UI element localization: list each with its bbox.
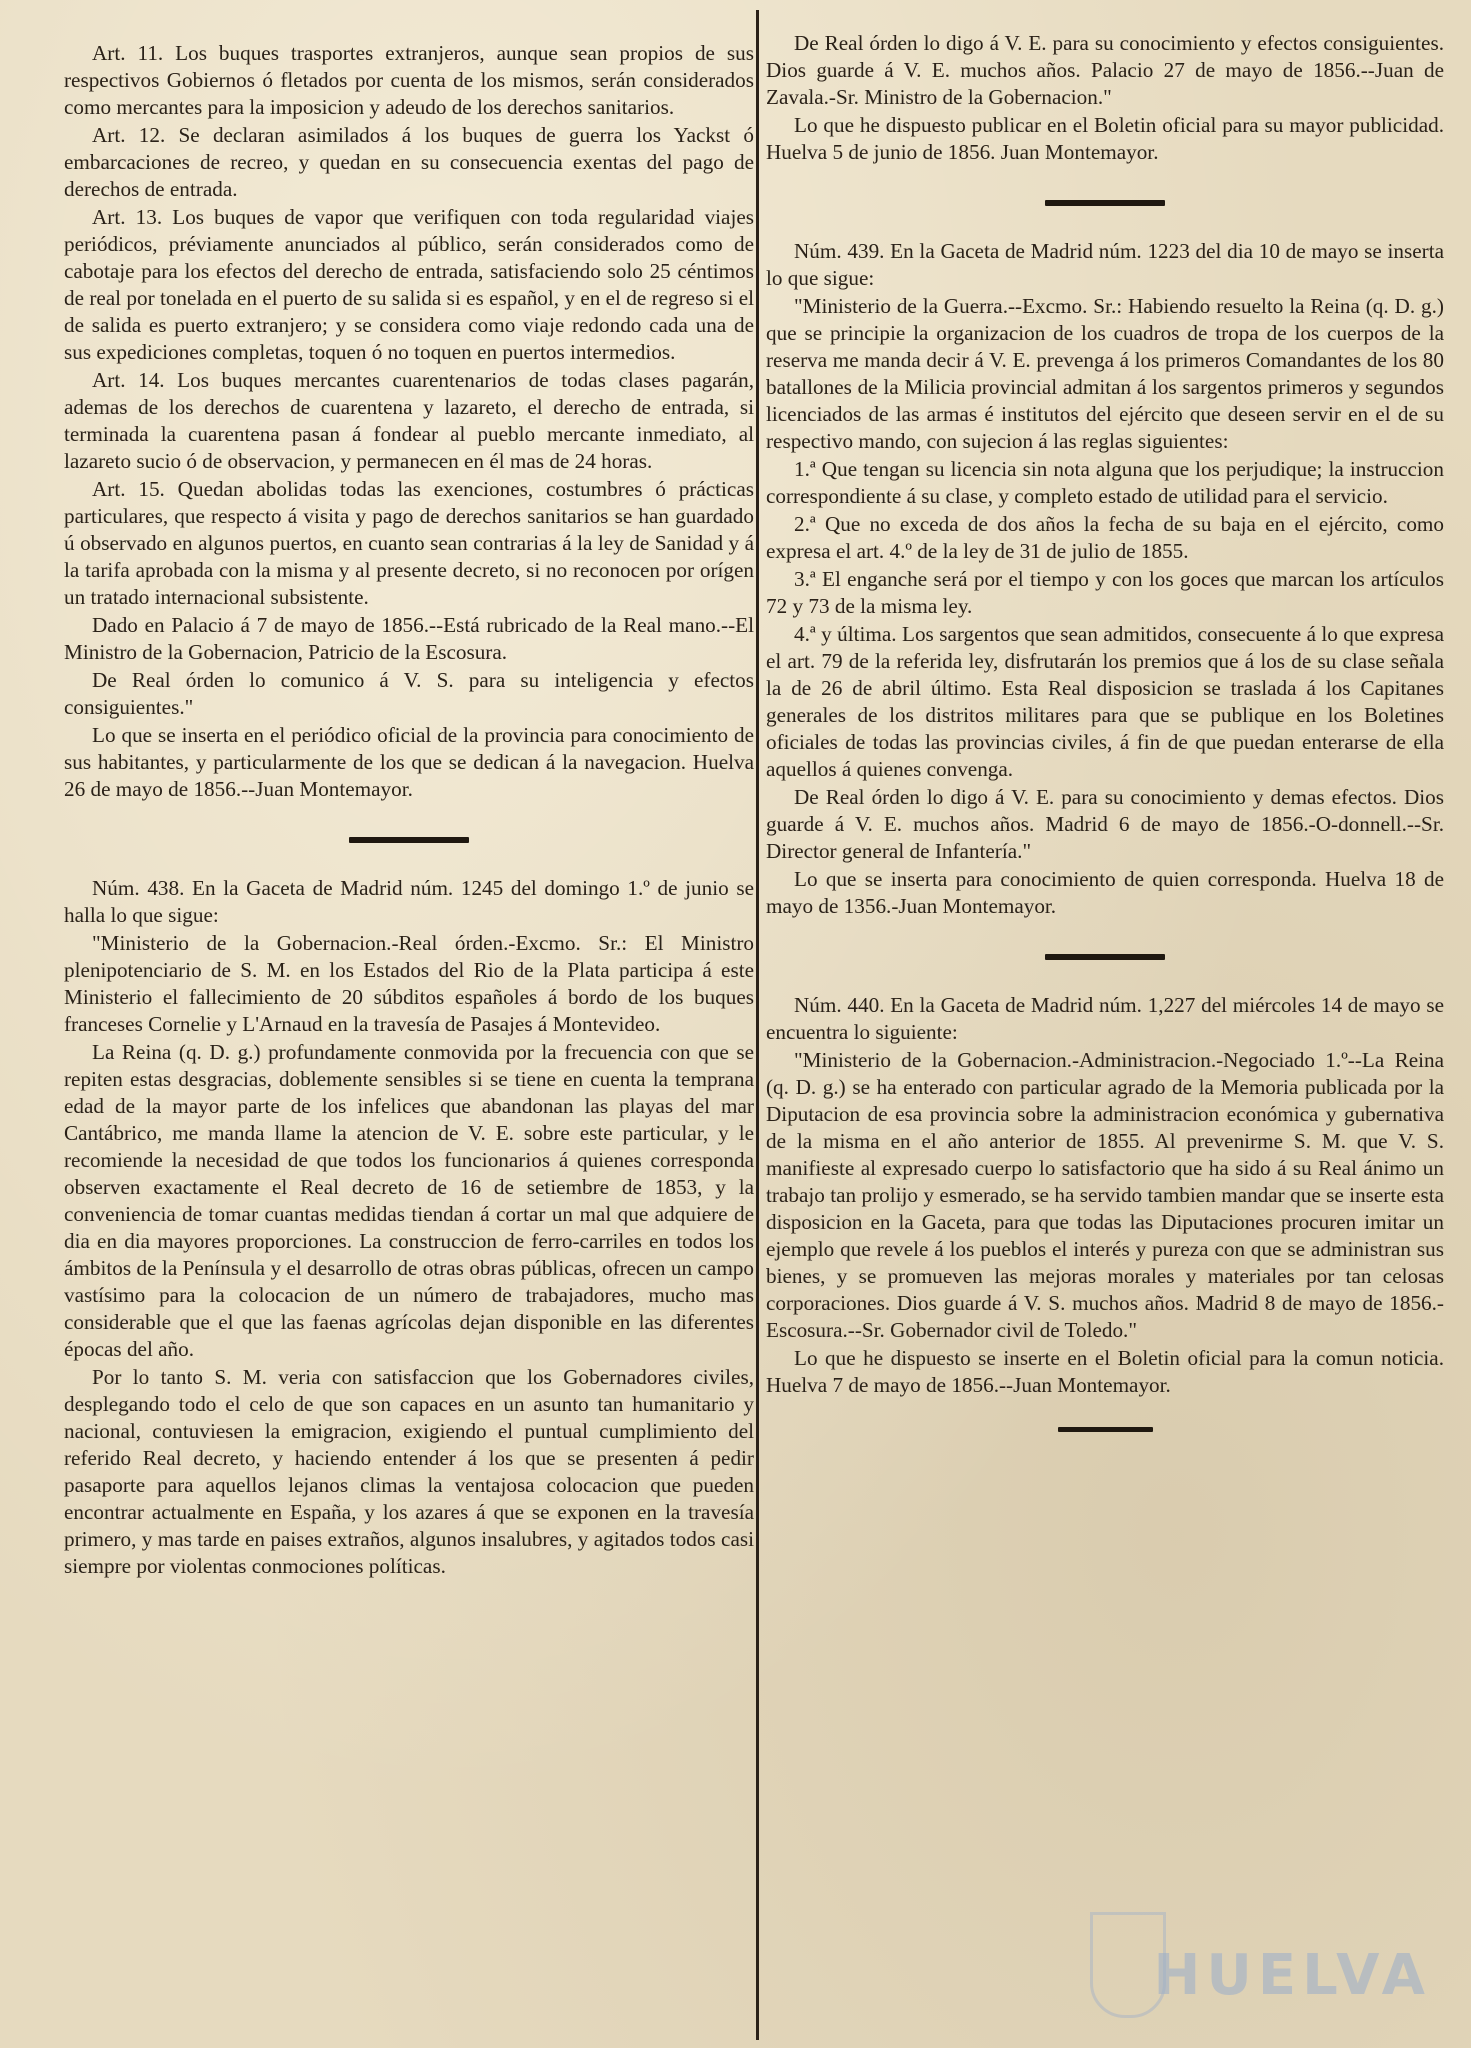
heading-num-440: Núm. 440. En la Gaceta de Madrid núm. 1,227 del miércoles 14 de mayo se encuentra lo siguiente: bbox=[766, 993, 1444, 1044]
paragraph-art-12: Art. 12. Se declaran asimilados á los buques de guerra los Yackst ó embarcaciones de recreo, y quedan en su consecuencia exentas del pago de derechos de entrada. bbox=[64, 123, 754, 201]
paragraph-lo-que-se-inserta: Lo que se inserta en el periódico oficial de la provincia para conocimiento de sus habitantes, y particularmente de los que se dedican á la navegacion. Huelva 26 de mayo de 1856.--Juan Montemayor. bbox=[64, 723, 754, 801]
paragraph-administracion: "Ministerio de la Gobernacion.-Administracion.-Negociado 1.º--La Reina (q. D. g.) se ha enterado con particular agrado de la Memoria publicada por la Diputacion de esa provincia sobre la administracion económica y gubernativa de la misma en el año anterior de 1855. Al prevenirme S. M. que V. S. manifieste al expresado cuerpo lo satisfactorio que ha sido á su Real ánimo un trabajo tan prolijo y esmerado, se ha servido tambien mandar que se inserte esta disposicion en la Gaceta, para que todas las Diputaciones procuren imitar un ejemplo que revele á los pueblos el interés y pureza con que se administran sus bienes, y se promueven las mejoras morales y materiales por tan celosas corporaciones. Dios guarde á V. S. muchos años. Madrid 8 de mayo de 1856.-Escosura.--Sr. Gobernador civil de Toledo." bbox=[766, 1048, 1444, 1342]
paragraph-art-11: Art. 11. Los buques trasportes extranjeros, aunque sean propios de sus respectivos Gobiernos ó fletados por cuenta de los mismos, serán considerados como mercantes para la imposicion y adeudo de los derechos sanitarios. bbox=[64, 41, 754, 119]
paragraph-regla-3: 3.ª El enganche será por el tiempo y con los goces que marcan los artículos 72 y 73 de la misma ley. bbox=[766, 567, 1444, 618]
paragraph-ministerio-gobernacion: "Ministerio de la Gobernacion.-Real órden.-Excmo. Sr.: El Ministro plenipotenciario de S. M. en los Estados del Rio de la Plata participa á este Ministerio el fallecimiento de 20 súbditos españoles á bordo de los buques franceses Cornelie y L'Arnaud en la travesía de Pasajes á Montevideo. bbox=[64, 931, 754, 1036]
end-divider bbox=[1058, 1427, 1153, 1432]
section-divider bbox=[1045, 954, 1165, 960]
library-stamp: HUELVA bbox=[1153, 1943, 1431, 2008]
left-column bbox=[64, 40, 754, 1581]
paragraph-lo-que-he-dispuesto: Lo que he dispuesto publicar en el Boletin oficial para su mayor publicidad. Huelva 5 de junio de 1856. Juan Montemayor. bbox=[766, 113, 1444, 164]
paragraph-art-14: Art. 14. Los buques mercantes cuarentenarios de todas clases pagarán, ademas de los derechos de cuarentena y lazareto, el derecho de entrada, si terminada la cuarentena pasan á fondear al pueblo mercante inmediato, al lazareto sucio ó de observacion, y permanecen en él mas de 24 horas. bbox=[64, 368, 754, 473]
right-column bbox=[766, 30, 1444, 1442]
paragraph-regla-2: 2.ª Que no exceda de dos años la fecha de su baja en el ejército, como expresa el art. 4.º de la ley de 31 de julio de 1855. bbox=[766, 512, 1444, 563]
column-divider bbox=[756, 10, 759, 2040]
paragraph-la-reina: La Reina (q. D. g.) profundamente conmovida por la frecuencia con que se repiten estas desgracias, doblemente sensibles si se tiene en cuenta la temprana edad de la mayor parte de los infelices que abandonan las playas del mar Cantábrico, me manda llame la atencion de V. E. sobre este particular, y le recomiende la necesidad de que todos los funcionarios á quienes corresponda observen exactamente el Real decreto de 16 de setiembre de 1853, y la conveniencia de tomar cuantas medidas tiendan á cortar un mal que adquiere de dia en dia mayores proporciones. La construccion de ferro-carriles en todos los ámbitos de la Península y el desarrollo de otras obras públicas, ofrecen un campo vastísimo para la colocacion de un número de trabajadores, mucho mas considerable que el que las faenas agrícolas dejan disponible en las diferentes épocas del año. bbox=[64, 1040, 754, 1361]
paragraph-dado-en-palacio: Dado en Palacio á 7 de mayo de 1856.--Está rubricado de la Real mano.--El Ministro de la Gobernacion, Patricio de la Escosura. bbox=[64, 613, 754, 664]
paragraph-ministerio-guerra: "Ministerio de la Guerra.--Excmo. Sr.: Habiendo resuelto la Reina (q. D. g.) que se principie la organizacion de los cuadros de tropa de los cuerpos de la reserva me manda decir á V. E. prevenga á los primeros Comandantes de los 80 batallones de la Milicia provincial admitan á los sargentos primeros y segundos licenciados de las armas é institutos del ejército que deseen servir en el de su respectivo mando, con sujecion á las reglas siguientes: bbox=[766, 294, 1444, 453]
paragraph-lo-que-se-inserta-2: Lo que se inserta para conocimiento de quien corresponda. Huelva 18 de mayo de 1356.-Juan Montemayor. bbox=[766, 867, 1444, 918]
section-divider bbox=[349, 837, 469, 843]
paragraph-de-real-orden: De Real órden lo comunico á V. S. para su inteligencia y efectos consiguientes." bbox=[64, 668, 754, 719]
heading-num-439: Núm. 439. En la Gaceta de Madrid núm. 1223 del dia 10 de mayo se inserta lo que sigue: bbox=[766, 239, 1444, 290]
paragraph-lo-que-he-dispuesto-2: Lo que he dispuesto se inserte en el Boletin oficial para la comun noticia. Huelva 7 de mayo de 1856.--Juan Montemayor. bbox=[766, 1346, 1444, 1397]
section-divider bbox=[1045, 200, 1165, 206]
paragraph-por-lo-tanto: Por lo tanto S. M. veria con satisfaccion que los Gobernadores civiles, desplegando todo el celo de que son capaces en un asunto tan humanitario y nacional, contuviesen la emigracion, exigiendo el puntual cumplimiento del referido Real decreto, y haciendo entender á los que se presenten á pedir pasaporte para aquellos lejanos climas la ventajosa colocacion que pueden encontrar actualmente en España, y los azares á que se exponen en la travesía primero, y mas tarde en paises extraños, algunos insalubres, y agitados todos casi siempre por violentas conmociones políticas. bbox=[64, 1365, 754, 1578]
paragraph-art-13: Art. 13. Los buques de vapor que verifiquen con toda regularidad viajes periódicos, préviamente anunciados al público, serán considerados como de cabotaje para los efectos del derecho de entrada, satisfaciendo solo 25 céntimos de real por tonelada en el puerto de su salida si es español, y en el de regreso si el de salida es puerto extranjero; y se considera como viaje redondo cada una de sus expediciones completas, toquen ó no toquen en puertos intermedios. bbox=[64, 205, 754, 364]
paragraph-regla-4: 4.ª y última. Los sargentos que sean admitidos, consecuente á lo que expresa el art. 79 de la referida ley, disfrutarán los premios que á los de su clase señala la de 26 de abril último. Esta Real disposicion se traslada á los Capitanes generales de los distritos militares para que se publique en los Boletines oficiales de todas las provincias civiles, á fin de que puedan enterarse de ella aquellos á quienes convenga. bbox=[766, 622, 1444, 781]
paragraph-art-15: Art. 15. Quedan abolidas todas las exenciones, costumbres ó prácticas particulares, que respecto á visita y pago de derechos sanitarios se han guardado ú observado en algunos puertos, en cuanto sean contrarias á la ley de Sanidad y á la tarifa aprobada con la misma y al presente decreto, si no reconocen por orígen un tratado internacional subsistente. bbox=[64, 477, 754, 609]
heading-num-438: Núm. 438. En la Gaceta de Madrid núm. 1245 del domingo 1.º de junio se halla lo que sigue: bbox=[64, 876, 754, 927]
paragraph-de-real-orden-odonnell: De Real órden lo digo á V. E. para su conocimiento y demas efectos. Dios guarde á V. E. muchos años. Madrid 6 de mayo de 1856.-O-donnell.--Sr. Director general de Infantería." bbox=[766, 785, 1444, 863]
paragraph-regla-1: 1.ª Que tengan su licencia sin nota alguna que los perjudique; la instruccion correspondiente á su clase, y completo estado de utilidad para el servicio. bbox=[766, 457, 1444, 508]
paragraph-de-real-orden-zavala: De Real órden lo digo á V. E. para su conocimiento y efectos consiguientes. Dios guarde á V. E. muchos años. Palacio 27 de mayo de 1856.--Juan de Zavala.-Sr. Ministro de la Gobernacion." bbox=[766, 31, 1444, 109]
